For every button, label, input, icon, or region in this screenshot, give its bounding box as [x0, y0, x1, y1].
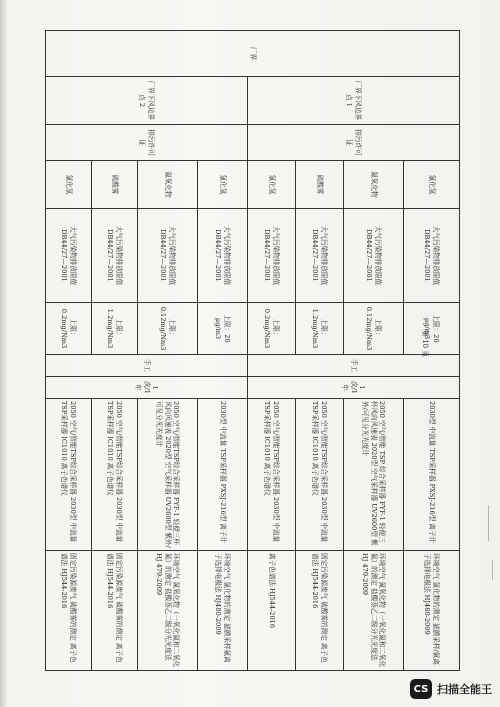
equipment-cell: 2050 空气/智能TSP综合采样器 2030型 中流量 TSP采样器 IC1010 离子色谱仪 [46, 399, 92, 551]
frequency-cell: 1次/1年 [46, 377, 248, 399]
pollutant-cell: 硫酸雾 [296, 161, 344, 209]
standard-cell: 大气污染物排放限值 DB44/27—2001 [198, 209, 248, 303]
rotated-monitoring-table [40, 30, 460, 670]
standard-cell: 大气污染物排放限值 DB44/27—2001 [296, 209, 344, 303]
frequency-cell: 1次/1年 [248, 377, 460, 399]
pollutant-cell: 氯化氢 [198, 161, 248, 209]
method-cell: 手工 [248, 355, 460, 377]
site-cell: 厂界下风边界点 2 [46, 77, 248, 125]
analysis-method-cell: 环境空气 氯化物的测定 滤膜采样氟离子选择电极法 HJ480-2009 [198, 551, 248, 671]
monitoring-table [45, 30, 460, 671]
limit-cell: 上限：1.2mg/Nm3 [92, 303, 138, 355]
analysis-method-cell: 固定污染源废气 硫酸雾的测定 离子色谱法 HJ544-2016 [296, 551, 344, 671]
pollutant-cell: 氮氧化物 [138, 161, 198, 209]
scanner-watermark [410, 677, 492, 701]
pollutant-cell: 氮氧化物 [344, 161, 404, 209]
scan-mark [488, 505, 489, 541]
equipment-cell: 2050 空气/智能 TSP 综合采样器 FYF-1 轻便三杯风向风速表 2020型 空气采样器 UV2600型 紫外/可见分光光度计 [344, 399, 404, 551]
license-cell: 排污许可证 [248, 125, 460, 161]
limit-cell: 上限：20 μg/m3 [198, 303, 248, 355]
limit-cell: 上限：0.12mg/Nm3 [138, 303, 198, 355]
limit-cell: 上限：0.2mg/Nm3 [248, 303, 296, 355]
analysis-method-cell: 环境空气 氮氧化物（一氧化氮和二氧化氮）的测定 盐酸萘乙二胺分光光度法 HJ 479-2009 [344, 551, 404, 671]
limit-cell: 上限：1.2mg/Nm3 [296, 303, 344, 355]
standard-cell: 大气污染物排放限值 DB44/27—2001 [46, 209, 92, 303]
analysis-method-cell: 固定污染源废气 硫酸雾的测定 离子色谱法 HJ544-2016 [92, 551, 138, 671]
analysis-method-cell: 环境空气 氮氧化物（一氧化氮和二氧化氮）的测定 盐酸萘乙二胺分光光度法 HJ 479-2009 [138, 551, 198, 671]
equipment-cell: 2030型 中流量 TSP采样器 PXSJ-216型 离子计 [404, 399, 460, 551]
limit-cell: 上限：0.12mg/Nm3 [344, 303, 404, 355]
standard-cell: 大气污染物排放限值 DB44/27—2001 [248, 209, 296, 303]
page-number: 第 10 页 [421, 330, 429, 358]
pollutant-cell: 氯化氢 [404, 161, 460, 209]
license-cell: 排污许可证 [46, 125, 248, 161]
standard-cell: 大气污染物排放限值 DB44/27—2001 [404, 209, 460, 303]
standard-cell: 大气污染物排放限值 DB44/27—2001 [92, 209, 138, 303]
equipment-cell: 2050 空气/智能TSP综合采样器 2030型 中流量 TSP采样器 IC1010 离子色谱仪 [296, 399, 344, 551]
equipment-cell: 2050 空气/智能TSP综合采样器 2030型 中流量 TSP采样器 IC1010 离子色谱仪 [92, 399, 138, 551]
page-edge-shadow [0, 0, 8, 707]
equipment-cell: 2050 空气/智能TSP综合采样器 FYF-1 轻便三杯风向风速表 2020型 空气采样器 UV2600型 紫外/可见分光光度计 [138, 399, 198, 551]
standard-cell: 大气污染物排放限值 DB44/27—2001 [344, 209, 404, 303]
scan-mark [492, 560, 493, 580]
pollutant-cell: 氯化氢 [248, 161, 296, 209]
analysis-method-cell: 环境空气 氯化物的测定 滤膜采样/氟离子选择电极法 HJ480-2009 [404, 551, 460, 671]
camscanner-logo-icon: CS [410, 679, 432, 699]
boundary-group-cell: 厂界 [46, 31, 460, 77]
equipment-cell: 2050 空气/智能TSP综合采样器 2030型 中流量 TSP采样器 IC1010 离子色谱仪 [248, 399, 296, 551]
scanner-brand-text: 扫描全能王 [437, 683, 492, 696]
equipment-cell: 2030型 中流量 TSP采样器 PXSJ-216型 离子计 [198, 399, 248, 551]
pollutant-cell: 硫酸雾 [92, 161, 138, 209]
limit-cell: 上限：20 μg/m3 [404, 303, 460, 355]
limit-cell: 上限：0.2mg/Nm3 [46, 303, 92, 355]
table-row [404, 31, 460, 671]
standard-cell: 大气污染物排放限值 DB44/27—2001 [138, 209, 198, 303]
analysis-method-cell: 离子色谱法 HJ544-2016 [248, 551, 296, 671]
site-cell: 厂界下风边界点 1 [248, 77, 460, 125]
method-cell: 手工 [46, 355, 248, 377]
table-row [198, 31, 248, 671]
analysis-method-cell: 固定污染源废气 硫酸雾的测定 离子色谱法 HJ544-2016 [46, 551, 92, 671]
pollutant-cell: 氯化氢 [46, 161, 92, 209]
